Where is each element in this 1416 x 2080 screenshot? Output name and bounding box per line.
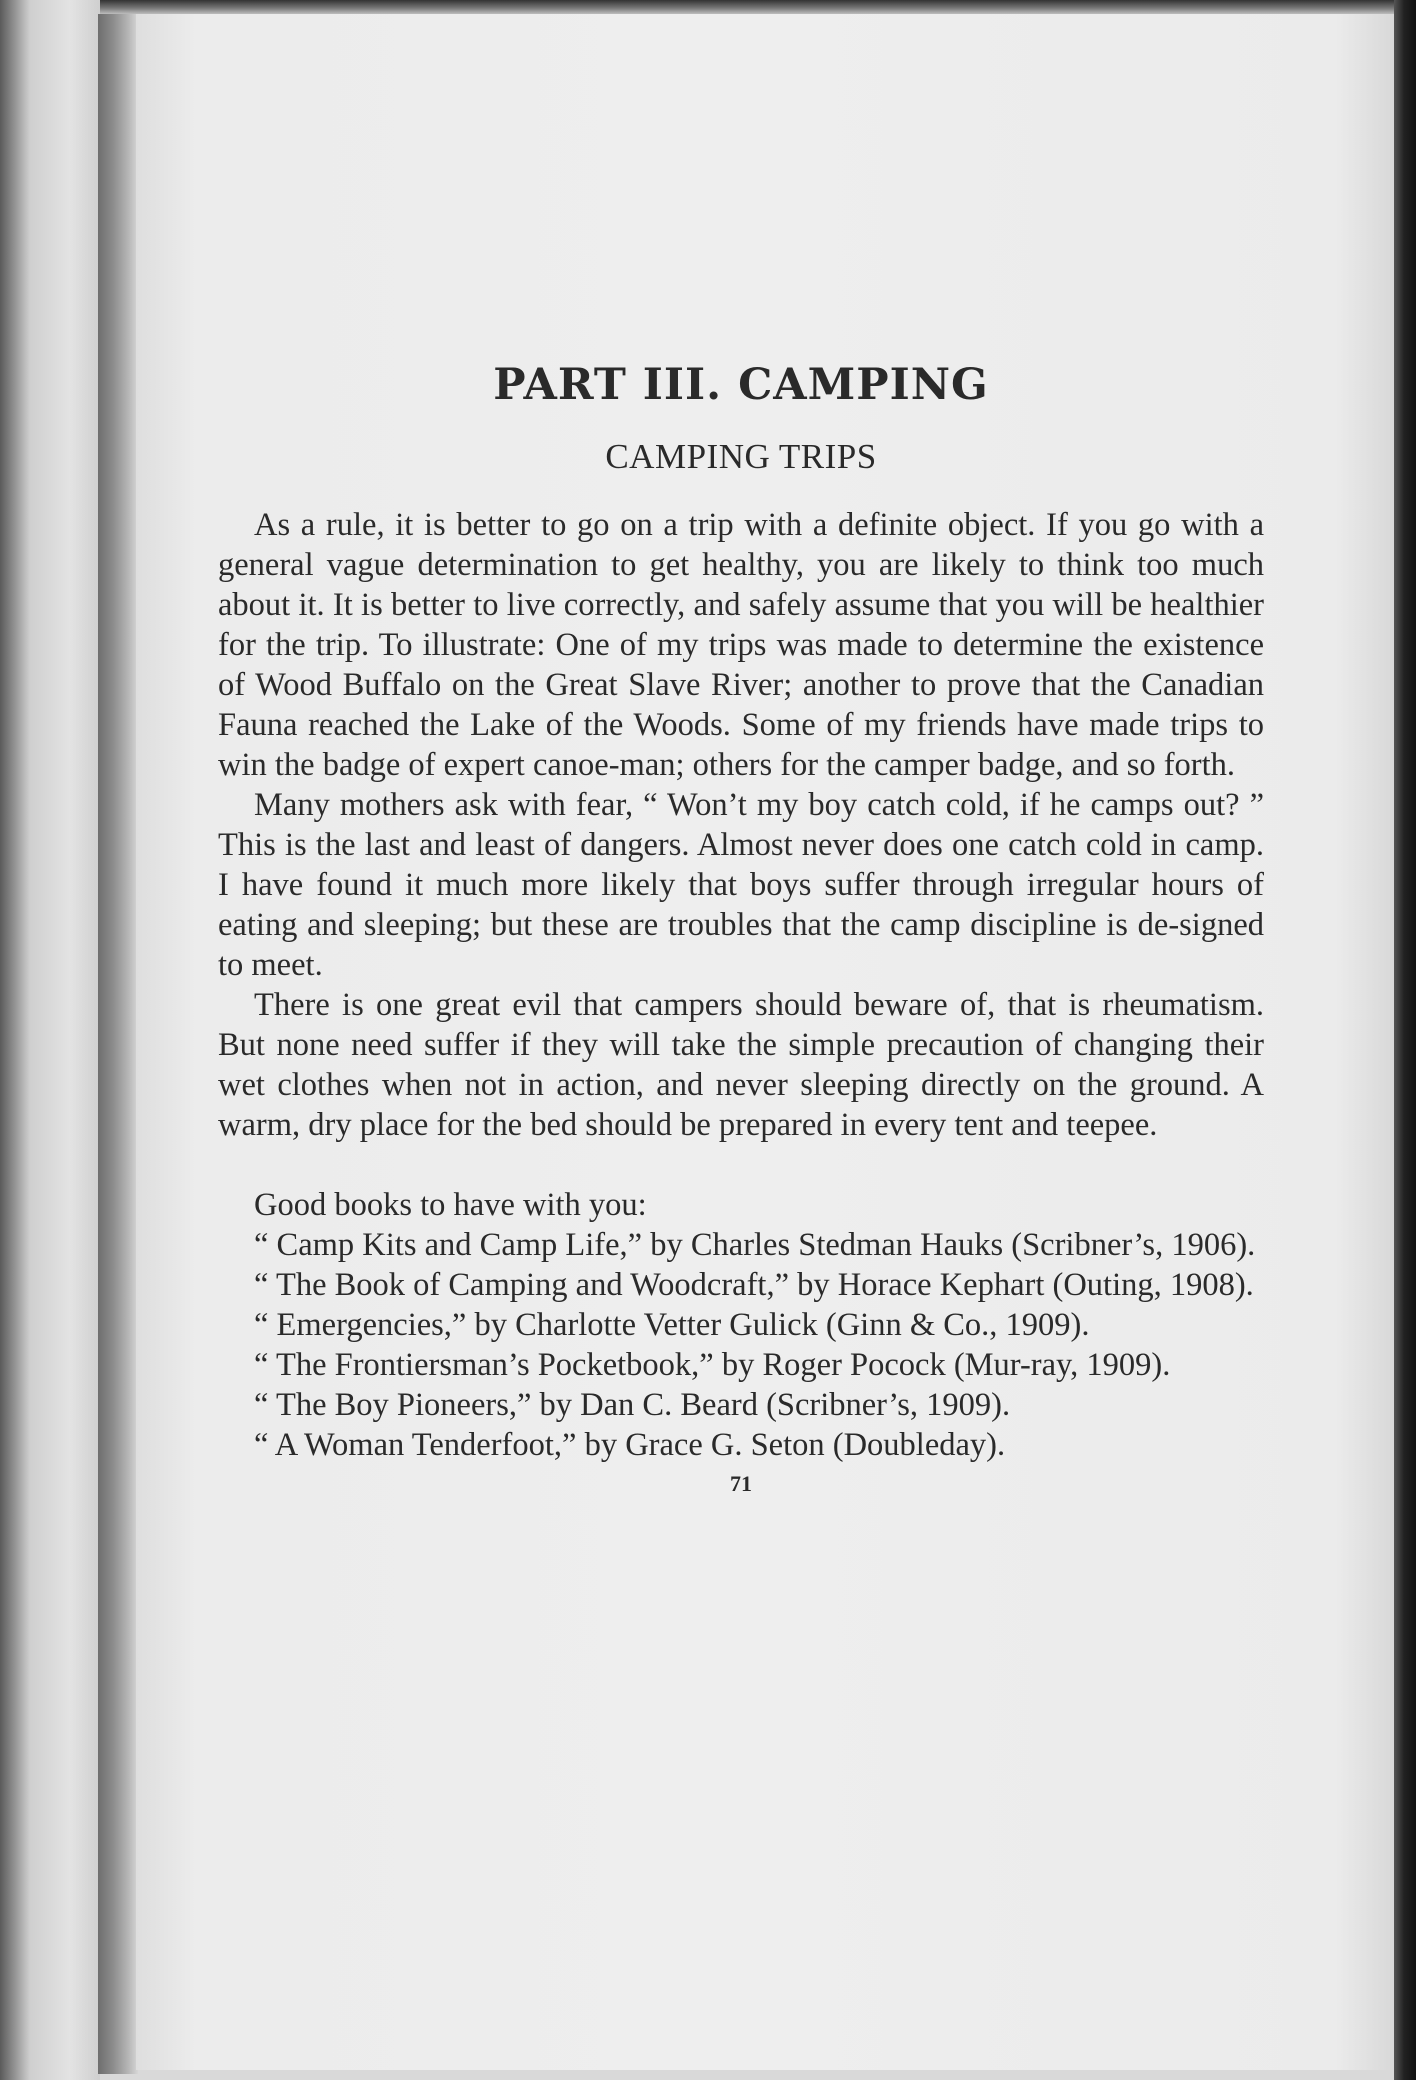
- book-spine-shadow: [98, 14, 138, 2074]
- page-number: 71: [730, 1471, 752, 1496]
- left-page-edge: [0, 0, 100, 2080]
- paragraph-1: As a rule, it is better to go on a trip with a definite object. If you go with a general vague determination to get healthy, you are likely to think too much about it. It is better to live correctly, and safely assume that you will be healthier for the trip. To illustrate: One of my trips was made to determine the existence of Wood Buffalo on the Great Slave River; another to prove that the Canadian Fauna reached the Lake of the Woods. Some of my friends have made trips to win the badge of expert canoe-man; others for the camper badge, and so forth.: [218, 507, 1264, 783]
- book-entry-4: “ The Frontiersman’s Pocketbook,” by Roger Pocock (Mur-ray, 1909).: [254, 1347, 1171, 1383]
- right-edge-shadow: [1394, 0, 1416, 2080]
- book-list: [218, 1185, 1264, 1465]
- book-entry-1: “ Camp Kits and Camp Life,” by Charles Stedman Hauks (Scribner’s, 1906).: [254, 1227, 1256, 1263]
- book-entry-6: “ A Woman Tenderfoot,” by Grace G. Seton (Doubleday).: [254, 1427, 1006, 1463]
- part-title: PART III. CAMPING: [493, 360, 989, 410]
- paragraph-2: Many mothers ask with fear, “ Won’t my boy catch cold, if he camps out? ” This is the last and least of dangers. Almost never does one catch cold in camp. I have found it much more likely that boys suffer through irregular hours of eating and sleeping; but these are troubles that the camp discipline is de-signed to meet.: [218, 787, 1264, 983]
- book-list-intro: Good books to have with you:: [254, 1187, 647, 1223]
- paragraph-3: There is one great evil that campers should beware of, that is rheumatism. But none need suffer if they will take the simple precaution of changing their wet clothes when not in action, and never sleeping directly on the ground. A warm, dry place for the bed should be prepared in every tent and teepee.: [218, 987, 1264, 1143]
- book-entry-3: “ Emergencies,” by Charlotte Vetter Gulick (Ginn & Co., 1909).: [254, 1307, 1090, 1343]
- top-edge-shadow: [0, 0, 1416, 14]
- page-content: [218, 355, 1264, 1497]
- section-title: CAMPING TRIPS: [605, 437, 877, 476]
- body-text: [218, 505, 1264, 1145]
- book-entry-2: “ The Book of Camping and Woodcraft,” by Horace Kephart (Outing, 1908).: [254, 1267, 1254, 1303]
- book-entry-5: “ The Boy Pioneers,” by Dan C. Beard (Scribner’s, 1909).: [254, 1387, 1011, 1423]
